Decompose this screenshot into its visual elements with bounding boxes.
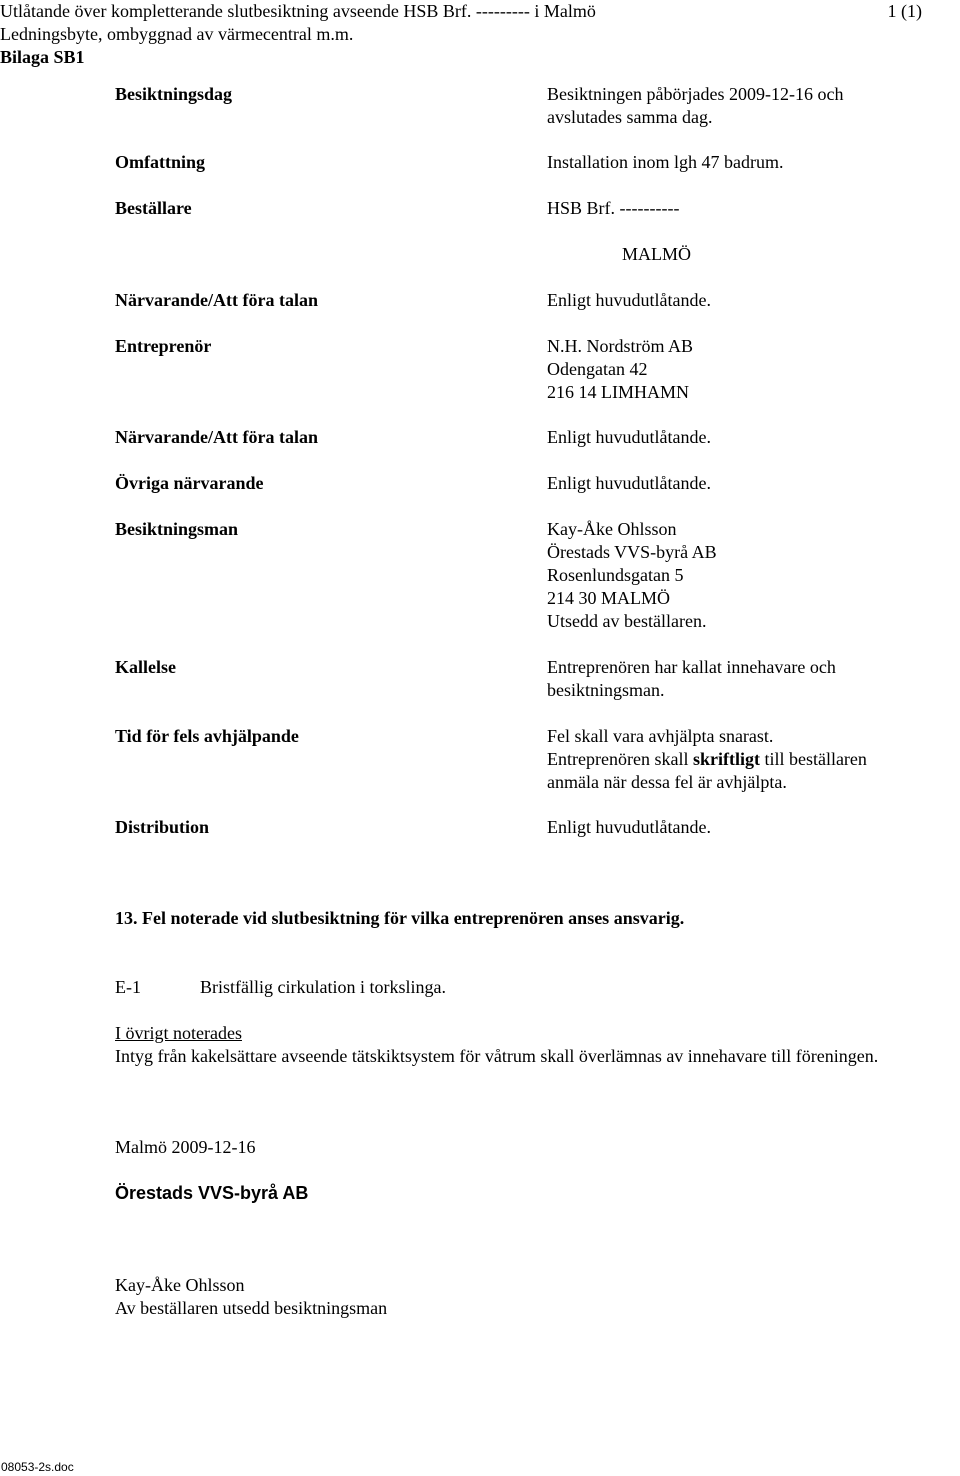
other-notes-heading: I övrigt noterades	[115, 1023, 242, 1043]
document-title: Utlåtande över kompletterande slutbesiktning avseende HSB Brf. --------- i Malmö	[0, 1, 596, 21]
section-heading: 13. Fel noterade vid slutbesiktning för vilka entreprenören anses ansvarig.	[115, 908, 685, 928]
field-value-tid	[547, 725, 867, 794]
field-label-omfattning: Omfattning	[115, 152, 205, 172]
signatory-name: Kay-Åke Ohlsson	[115, 1275, 245, 1295]
field-value-narvarande: Enligt huvudutlåtande.	[547, 290, 711, 310]
value-line: besiktningsman.	[547, 680, 665, 700]
signatory-role: Av beställaren utsedd besiktningsman	[115, 1298, 388, 1318]
field-value-distribution: Enligt huvudutlåtande.	[547, 817, 711, 837]
value-line: Entreprenören har kallat innehavare och	[547, 657, 836, 677]
field-value-besiktningsman	[547, 518, 717, 633]
value-line: anmäla när dessa fel är avhjälpta.	[547, 772, 787, 792]
text-run: Entreprenören skall	[547, 749, 693, 769]
defect-text: Bristfällig cirkulation i torkslinga.	[200, 977, 446, 997]
company-name: Örestads VVS-byrå AB	[115, 1183, 309, 1203]
value-line: Kay-Åke Ohlsson	[547, 519, 677, 539]
field-value-bestallare-city: MALMÖ	[622, 244, 692, 264]
field-label-entreprenor: Entreprenör	[115, 336, 212, 356]
field-value-kallelse	[547, 656, 836, 702]
value-line: N.H. Nordström AB	[547, 336, 694, 356]
field-label-besiktningsdag: Besiktningsdag	[115, 84, 233, 104]
value-line: 214 30 MALMÖ	[547, 588, 671, 608]
value-line: avslutades samma dag.	[547, 107, 713, 127]
value-line: Utsedd av beställaren.	[547, 611, 707, 631]
field-label-tid: Tid för fels avhjälpande	[115, 726, 299, 746]
emphasis-text: skriftligt	[692, 749, 760, 769]
field-value-narvarande-entreprenor: Enligt huvudutlåtande.	[547, 427, 711, 447]
field-label-besiktningsman: Besiktningsman	[115, 519, 239, 539]
field-value-omfattning: Installation inom lgh 47 badrum.	[547, 152, 784, 172]
field-value-besiktningsdag	[547, 83, 843, 129]
defect-code: E-1	[115, 977, 141, 997]
value-line: Besiktningen påbörjades 2009-12-16 och	[547, 84, 844, 104]
field-value-entreprenor	[547, 335, 693, 404]
value-line	[547, 748, 867, 771]
value-line: Örestads VVS-byrå AB	[547, 542, 717, 562]
field-label-narvarande: Närvarande/Att föra talan	[115, 290, 318, 310]
other-notes-text: Intyg från kakelsättare avseende tätskiktsystem för våtrum skall överlämnas av innehavare till föreningen.	[115, 1046, 879, 1066]
field-value-ovriga: Enligt huvudutlåtande.	[547, 473, 711, 493]
field-value-bestallare: HSB Brf. ----------	[547, 198, 680, 218]
document-subtitle: Ledningsbyte, ombyggnad av värmecentral m.m.	[0, 24, 354, 44]
place-date: Malmö 2009-12-16	[115, 1137, 256, 1157]
page-number: 1 (1)	[887, 1, 922, 21]
field-label-kallelse: Kallelse	[115, 657, 176, 677]
field-label-ovriga: Övriga närvarande	[115, 473, 264, 493]
field-label-distribution: Distribution	[115, 817, 210, 837]
attachment-label: Bilaga SB1	[0, 47, 85, 67]
field-label-narvarande-entreprenor: Närvarande/Att föra talan	[115, 427, 318, 447]
value-line: Fel skall vara avhjälpta snarast.	[547, 726, 774, 746]
footer-filename: 08053-2s.doc	[1, 1460, 74, 1474]
value-line: Rosenlundsgatan 5	[547, 565, 684, 585]
value-line: 216 14 LIMHAMN	[547, 382, 689, 402]
value-line: Odengatan 42	[547, 359, 648, 379]
text-run: till beställaren	[759, 749, 867, 769]
field-label-bestallare: Beställare	[115, 198, 192, 218]
